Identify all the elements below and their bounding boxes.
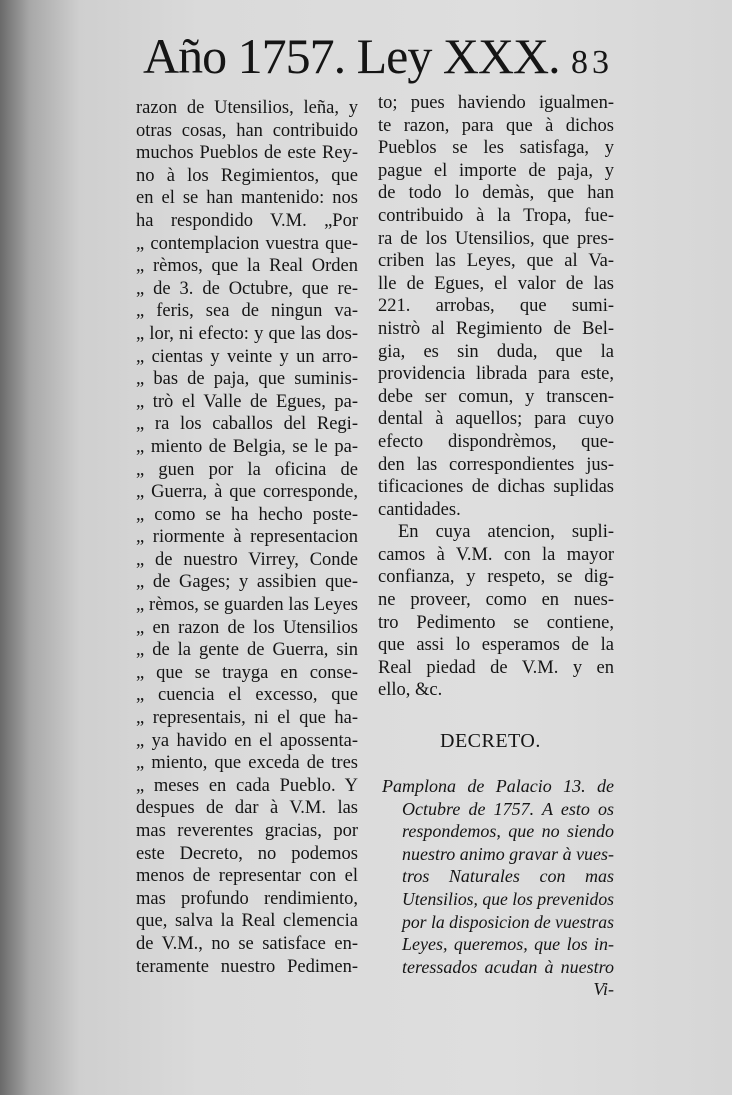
text-line-content: confianza, y respeto, se dig- [378, 567, 614, 588]
text-line [136, 549, 358, 572]
text-line-content: mas reverentes gracias, por [136, 821, 358, 841]
text-line [136, 571, 358, 594]
text-line [136, 910, 358, 933]
text-line [378, 205, 614, 228]
text-line-content: camos à V.M. con la mayor [378, 544, 614, 565]
page-number: 83 [571, 44, 613, 81]
text-line-content: „ ra los caballos del Regi- [136, 414, 358, 435]
text-line [136, 142, 358, 165]
text-line [136, 120, 358, 143]
text-line [136, 391, 358, 414]
text-line [136, 843, 358, 866]
text-line-content: te razon, para que à dichos [378, 115, 614, 136]
text-line-content: „ rèmos, que la Real Orden [136, 256, 358, 277]
header-title: Año 1757. Ley XXX. [143, 28, 560, 84]
text-line-content: „ bas de paja, que suminis- [136, 369, 358, 390]
text-line-content: nistrò al Regimiento de Bel- [378, 318, 614, 339]
running-header [143, 28, 613, 91]
text-line-content: Pamplona de Palacio 13. de [382, 776, 614, 796]
text-line [136, 210, 358, 233]
text-line [136, 346, 358, 369]
text-line-content: pague el importe de paja, y [378, 160, 614, 181]
text-line [382, 956, 614, 979]
text-line-content: „ riormente à representacion [136, 527, 358, 548]
text-line-content: que assi lo esperamos de la [378, 635, 614, 656]
text-line-content: no à los Regimientos, que [136, 165, 358, 186]
text-line [382, 933, 614, 956]
text-line-content: 221. arrobas, que sumi- [378, 296, 614, 317]
text-line [378, 137, 614, 160]
text-line-content: den las correspondientes jus- [378, 454, 614, 475]
text-line-content: criben las Leyes, que al Va- [378, 251, 614, 272]
text-line [136, 436, 358, 459]
right-column [378, 92, 614, 702]
text-line [136, 888, 358, 911]
text-line-content: ra de los Utensilios, que pres- [378, 228, 614, 249]
text-line-content: otras cosas, han contribuido [136, 120, 358, 141]
decree-title: DECRETO. [440, 730, 541, 752]
text-line [136, 730, 358, 753]
text-line-content: Real piedad de V.M. y en [378, 657, 614, 678]
text-line-content: „ miento de Belgia, se le pa- [136, 436, 358, 457]
text-line [136, 323, 358, 346]
text-line-content: contribuido à la Tropa, fue- [378, 205, 614, 226]
text-line-content: „ trò el Valle de Egues, pa- [136, 391, 358, 412]
text-line-content: Octubre de 1757. A esto os [402, 798, 614, 819]
text-line [136, 752, 358, 775]
text-line [378, 115, 614, 138]
text-line-content: „ miento, que exceda de tres [136, 753, 358, 774]
text-line [378, 386, 614, 409]
decree-text [382, 775, 614, 1001]
text-line [136, 187, 358, 210]
text-line [378, 679, 614, 702]
text-line-content: „ guen por la oficina de [136, 459, 358, 480]
text-line [378, 454, 614, 477]
text-line [378, 521, 614, 544]
text-line [136, 278, 358, 301]
text-line [382, 978, 614, 1001]
text-line-content: teramente nuestro Pedimen- [136, 956, 358, 977]
text-line [378, 273, 614, 296]
text-line-content: Utensilios, que los prevenidos [402, 888, 615, 909]
text-line [136, 865, 358, 888]
text-line [136, 368, 358, 391]
text-line-content: „ contemplacion vuestra que- [136, 233, 358, 254]
text-line-content: „ cuencia el excesso, que [136, 685, 358, 706]
text-line [382, 820, 614, 843]
text-line-content: que, salva la Real clemencia [136, 911, 358, 932]
text-line [378, 544, 614, 567]
text-line-content: en el se han mantenido: nos [136, 188, 358, 209]
text-line [136, 97, 358, 120]
text-line-content: teressados acudan à nuestro [402, 956, 614, 977]
text-line [378, 634, 614, 657]
text-line-content: de V.M., no se satisface en- [136, 933, 358, 954]
text-line [378, 657, 614, 680]
text-line-content: de todo lo demàs, que han [378, 183, 614, 204]
text-line-content: este Decreto, no podemos [136, 843, 358, 864]
text-line-content: cantidades. [378, 499, 461, 520]
text-line [136, 165, 358, 188]
text-line-content: Leyes, queremos, que los in- [402, 934, 614, 955]
text-line-content: tificaciones de dichas suplidas [378, 477, 614, 498]
text-line-content: „ meses en cada Pueblo. Y [136, 775, 358, 796]
text-line-content: „ lor, ni efecto: y que las dos- [136, 323, 358, 344]
text-line [136, 707, 358, 730]
text-line-content: „ que se trayga en conse- [136, 662, 358, 683]
text-line [136, 504, 358, 527]
text-line-content: menos de representar con el [136, 866, 358, 887]
text-line [136, 481, 358, 504]
text-line-content: nuestro animo gravar à vues- [402, 843, 614, 864]
text-line-content: „ de 3. de Octubre, que re- [136, 278, 358, 299]
text-line [378, 408, 614, 431]
text-line [378, 160, 614, 183]
text-line [136, 300, 358, 323]
text-line-content: „ de nuestro Virrey, Conde [136, 549, 358, 570]
text-line [136, 594, 358, 617]
text-line [378, 295, 614, 318]
text-line [378, 499, 614, 522]
text-line-content: „ de Gages; y assibien que- [136, 572, 358, 593]
text-line-content: „ feris, sea de ningun va- [136, 301, 358, 322]
text-line [136, 526, 358, 549]
text-line [136, 617, 358, 640]
text-line [378, 566, 614, 589]
text-line-content: ello, &c. [378, 680, 443, 701]
text-line [136, 797, 358, 820]
text-line [382, 888, 614, 911]
text-line [378, 92, 614, 115]
text-line [136, 662, 358, 685]
text-line-content: „ como se ha hecho poste- [136, 504, 358, 525]
text-line-content: despues de dar à V.M. las [136, 798, 358, 819]
text-line [378, 182, 614, 205]
text-line [378, 228, 614, 251]
text-line-content: lle de Egues, el valor de las [378, 273, 614, 294]
text-line [378, 476, 614, 499]
text-line-content: tro Pedimento se contiene, [378, 612, 614, 633]
text-line-content: debe ser comun, y transcen- [378, 386, 614, 407]
text-line-content: dental à aquellos; para cuyo [378, 409, 614, 430]
text-line [378, 612, 614, 635]
text-line [382, 843, 614, 866]
text-line [382, 798, 614, 821]
text-line [136, 820, 358, 843]
text-line [136, 933, 358, 956]
text-line-content: ne proveer, como en nues- [378, 590, 614, 611]
text-line-content: „ representais, ni el que ha- [136, 708, 358, 729]
text-line [136, 413, 358, 436]
text-line-content: Pueblos se les satisfaga, y [378, 138, 614, 159]
text-line [378, 431, 614, 454]
text-line [136, 255, 358, 278]
text-line [136, 956, 358, 979]
text-line-content: providencia librada para este, [378, 364, 614, 385]
text-line-content: „ Guerra, à que corresponde, [136, 482, 358, 503]
left-column [136, 97, 358, 978]
text-line [378, 318, 614, 341]
text-line-content: „ ya havido en el apossenta- [136, 730, 358, 751]
text-line-content: „ rèmos, se guarden las Leyes [136, 595, 358, 616]
text-line-content: Vi- [593, 979, 614, 1000]
text-line-content: En cuya atencion, supli- [398, 522, 614, 543]
text-line-content: muchos Pueblos de este Rey- [136, 143, 358, 164]
text-line [378, 589, 614, 612]
text-line [136, 459, 358, 482]
text-line-content: respondemos, que no siendo [402, 821, 614, 842]
text-line [382, 775, 614, 798]
text-line-content: tros Naturales con mas [402, 866, 614, 887]
text-line-content: „ en razon de los Utensilios [136, 617, 358, 638]
text-line-content: „ cientas y veinte y un arro- [136, 346, 358, 367]
text-line [136, 639, 358, 662]
text-line [382, 911, 614, 934]
text-line [378, 363, 614, 386]
text-line-content: mas profundo rendimiento, [136, 888, 358, 909]
text-line [136, 775, 358, 798]
text-line-content: to; pues haviendo igualmen- [378, 93, 614, 113]
text-line-content: efecto dispondrèmos, que- [378, 431, 614, 452]
text-line-content: por la disposicion de vuestras [402, 911, 615, 932]
text-line [378, 250, 614, 273]
text-line-content: „ de la gente de Guerra, sin [136, 640, 358, 661]
text-line-content: gia, es sin duda, que la [378, 341, 614, 362]
text-line-content: razon de Utensilios, leña, y [136, 98, 358, 118]
text-line [136, 233, 358, 256]
text-line-content: ha respondido V.M. „Por [136, 210, 358, 231]
text-line [382, 865, 614, 888]
text-line [136, 684, 358, 707]
text-line [378, 341, 614, 364]
